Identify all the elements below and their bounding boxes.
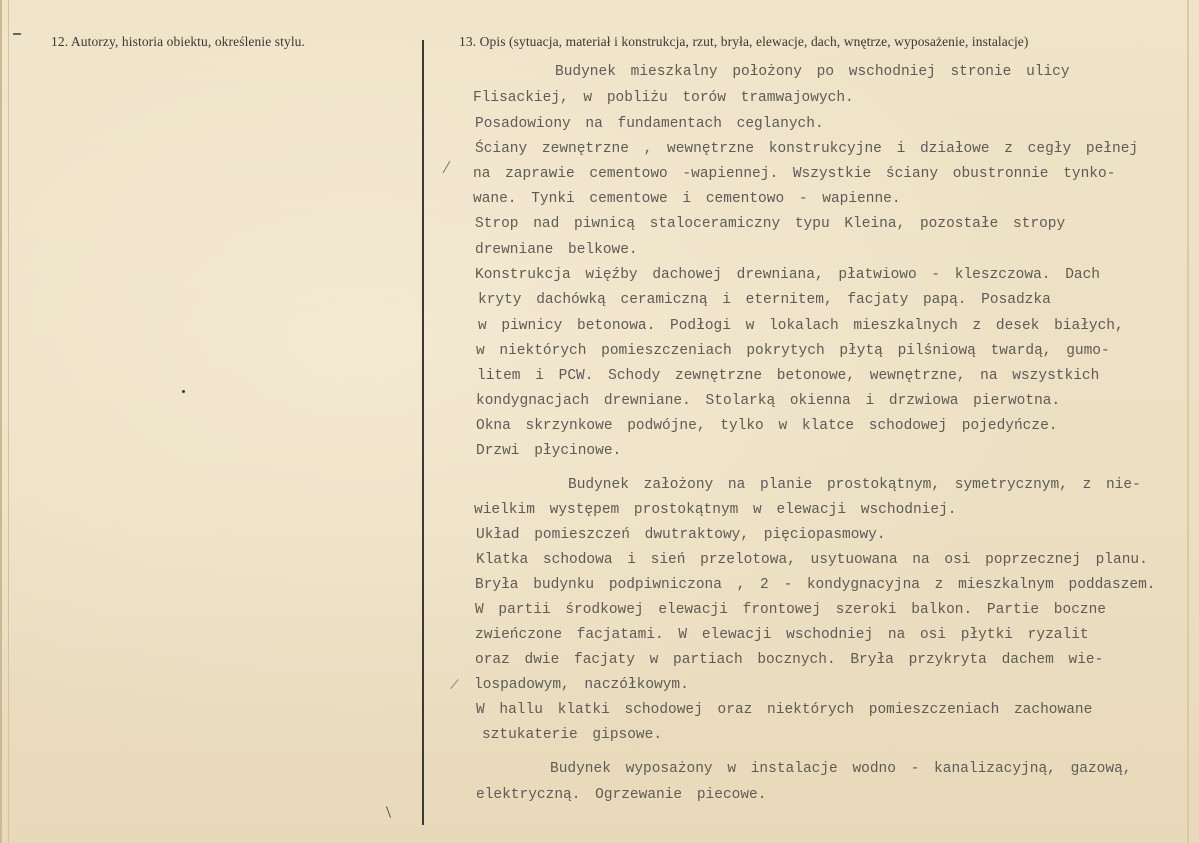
description-line: Budynek założony na planie prostokątnym, symetrycznym, z nie- <box>568 477 1141 493</box>
description-line: W partii środkowej elewacji frontowej szeroki balkon. Partie boczne <box>475 602 1106 618</box>
description-line: na zaprawie cementowo -wapiennej. Wszystkie ściany obustronnie tynko- <box>473 166 1116 182</box>
ink-speck <box>182 390 185 393</box>
description-line: Bryła budynku podpiwniczona , 2 - kondygnacyjna z mieszkalnym poddaszem. <box>475 577 1156 593</box>
description-line: Posadowiony na fundamentach ceglanych. <box>475 116 824 132</box>
description-line: W hallu klatki schodowej oraz niektórych pomieszczeniach zachowane <box>476 702 1093 718</box>
description-line: kryty dachówką ceramiczną i eternitem, facjaty papą. Posadzka <box>478 292 1051 308</box>
section-13-heading: 13. Opis (sytuacja, materiał i konstrukcja, rzut, bryła, elewacje, dach, wnętrze, wyposażenie, instalacje) <box>459 34 1029 49</box>
description-line: drewniane belkowe. <box>475 242 638 258</box>
description-line: lospadowym, naczółkowym. <box>474 677 689 693</box>
ink-mark <box>443 161 451 174</box>
description-line: Ściany zewnętrzne , wewnętrzne konstrukcyjne i działowe z cegły pełnej <box>475 141 1139 157</box>
description-line: wielkim występem prostokątnym w elewacji wschodniej. <box>474 502 957 518</box>
description-line: Strop nad piwnicą staloceramiczny typu Kleina, pozostałe stropy <box>475 216 1066 232</box>
ink-mark <box>386 806 391 818</box>
description-line: kondygnacjach drewniane. Stolarką okienna i drzwiowa pierwotna. <box>476 393 1061 409</box>
description-line: wane. Tynki cementowe i cementowo - wapienne. <box>473 191 901 207</box>
description-line: Budynek wyposażony w instalacje wodno - kanalizacyjną, gazową, <box>550 761 1132 777</box>
column-divider <box>422 40 424 825</box>
description-line: Budynek mieszkalny położony po wschodniej stronie ulicy <box>555 64 1070 80</box>
description-line: Okna skrzynkowe podwójne, tylko w klatce schodowej pojedyńcze. <box>476 418 1058 434</box>
page-edge-left <box>8 0 9 843</box>
ink-mark <box>450 679 458 689</box>
description-line: w niektórych pomieszczeniach pokrytych płytą pilśniową twardą, gumo- <box>476 343 1110 359</box>
description-line: Klatka schodowa i sień przelotowa, usytuowana na osi poprzecznej planu. <box>476 552 1148 568</box>
description-line: litem i PCW. Schody zewnętrzne betonowe, wewnętrzne, na wszystkich <box>477 368 1100 384</box>
description-line: elektryczną. Ogrzewanie piecowe. <box>476 787 767 803</box>
ink-mark <box>13 33 21 35</box>
description-line: sztukaterie gipsowe. <box>482 727 663 743</box>
description-line: Drzwi płycinowe. <box>476 443 622 459</box>
page-edge-right <box>1187 0 1189 843</box>
description-line: zwieńczone facjatami. W elewacji wschodniej na osi płytki ryzalit <box>475 627 1089 643</box>
description-line: Flisackiej, w pobliżu torów tramwajowych. <box>473 90 854 106</box>
description-line: Układ pomieszczeń dwutraktowy, pięciopasmowy. <box>476 527 886 543</box>
description-line: w piwnicy betonowa. Podłogi w lokalach mieszkalnych z desek białych, <box>478 318 1124 334</box>
description-line: oraz dwie facjaty w partiach bocznych. Bryła przykryta dachem wie- <box>475 652 1104 668</box>
section-12-heading: 12. Autorzy, historia obiektu, określenie stylu. <box>51 34 306 49</box>
description-line: Konstrukcja więźby dachowej drewniana, płatwiowo - kleszczowa. Dach <box>475 267 1100 283</box>
